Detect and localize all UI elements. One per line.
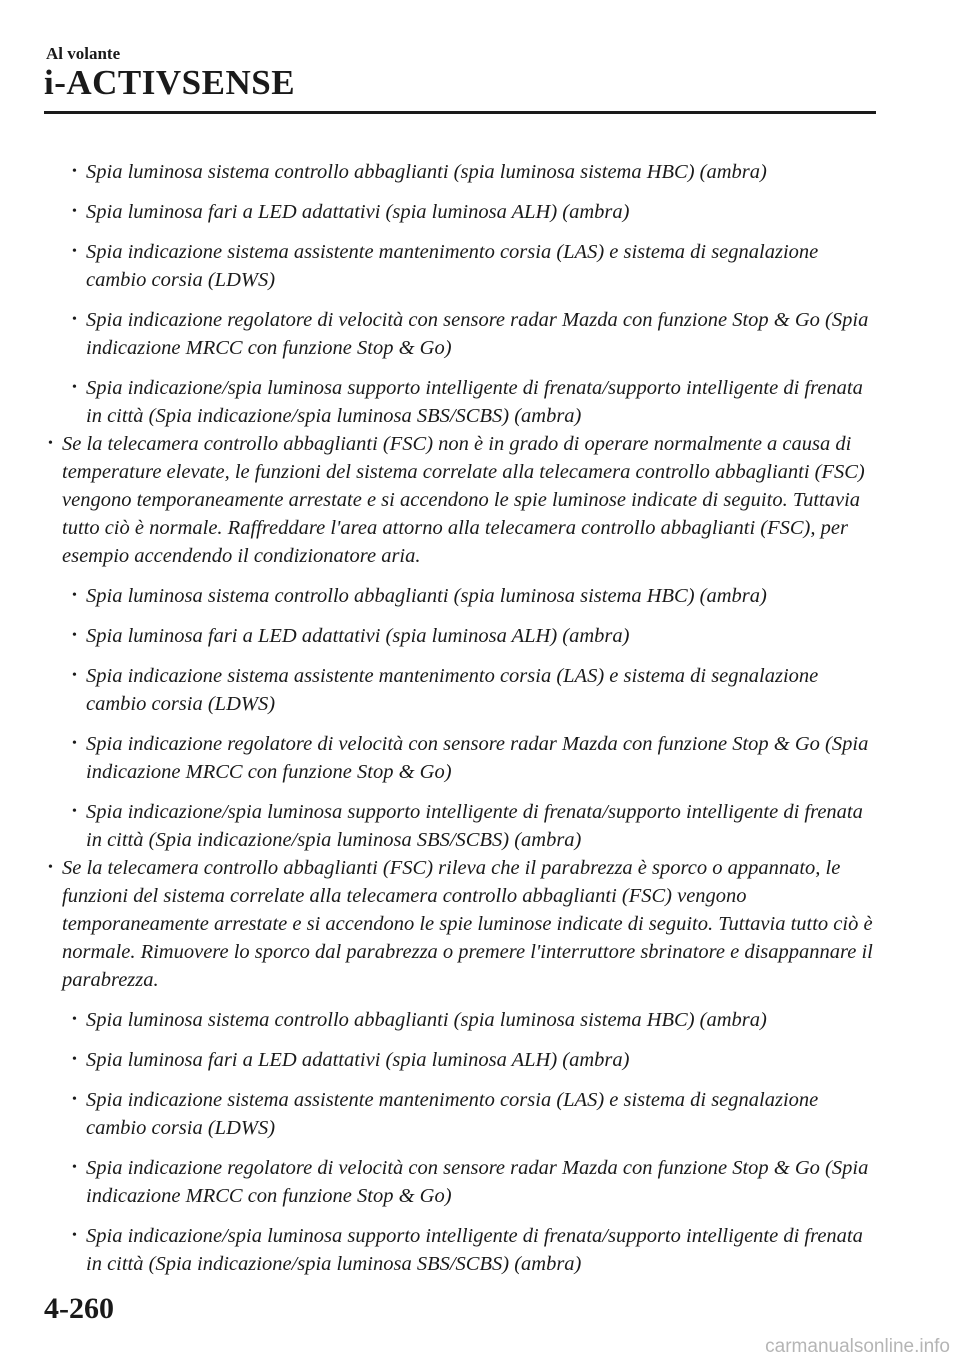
sub-bullet-item: • Spia indicazione sistema assistente mantenimento corsia (LAS) e sistema di segnalazione cambio corsia (LDWS) bbox=[46, 662, 876, 718]
page-number: 4-260 bbox=[44, 1292, 114, 1325]
sub-bullet-item: • Spia indicazione regolatore di velocità con sensore radar Mazda con funzione Stop & Go (Spia indicazione MRCC con funzione Stop & Go) bbox=[46, 730, 876, 786]
sub-bullet-item: • Spia luminosa sistema controllo abbaglianti (spia luminosa sistema HBC) (ambra) bbox=[46, 1006, 876, 1034]
sub-bullet-item: • Spia luminosa fari a LED adattativi (spia luminosa ALH) (ambra) bbox=[46, 1046, 876, 1074]
bullet-paragraph: • Se la telecamera controllo abbaglianti (FSC) non è in grado di operare normalmente a causa di temperature elevate, le funzioni del sistema correlate alla telecamera controllo abbaglianti (FSC) vengono temporaneamente arrestate e si accendono le spie luminose indicate di seguito. Tuttavia tutto ciò è normale. Raffreddare l'area attorno alla telecamera controllo abbaglianti (FSC), per esempio accendendo il condizionatore aria. bbox=[46, 430, 876, 570]
header-divider bbox=[44, 111, 876, 114]
bullet-icon: • bbox=[72, 1092, 77, 1107]
sub-bullet-item: • Spia indicazione sistema assistente mantenimento corsia (LAS) e sistema di segnalazione cambio corsia (LDWS) bbox=[46, 1086, 876, 1142]
section-label: Al volante bbox=[46, 44, 121, 63]
content-body bbox=[46, 158, 876, 1278]
bullet-icon: • bbox=[72, 1160, 77, 1175]
bullet-icon: • bbox=[72, 1012, 77, 1027]
sub-bullet-item: • Spia indicazione/spia luminosa supporto intelligente di frenata/supporto intelligente di frenata in città (Spia indicazione/spia luminosa SBS/SCBS) (ambra) bbox=[46, 374, 876, 430]
bullet-icon: • bbox=[72, 312, 77, 327]
bullet-icon: • bbox=[72, 244, 77, 259]
sub-bullet-item: • Spia luminosa sistema controllo abbaglianti (spia luminosa sistema HBC) (ambra) bbox=[46, 158, 876, 186]
bullet-icon: • bbox=[72, 628, 77, 643]
bullet-icon: • bbox=[72, 588, 77, 603]
bullet-icon: • bbox=[72, 164, 77, 179]
bullet-icon: • bbox=[72, 204, 77, 219]
bullet-icon: • bbox=[72, 668, 77, 683]
sub-bullet-item: • Spia indicazione/spia luminosa supporto intelligente di frenata/supporto intelligente di frenata in città (Spia indicazione/spia luminosa SBS/SCBS) (ambra) bbox=[46, 1222, 876, 1278]
sub-bullet-item: • Spia indicazione/spia luminosa supporto intelligente di frenata/supporto intelligente di frenata in città (Spia indicazione/spia luminosa SBS/SCBS) (ambra) bbox=[46, 798, 876, 854]
bullet-group-1 bbox=[46, 158, 876, 430]
bullet-icon: • bbox=[72, 804, 77, 819]
bullet-paragraph: • Se la telecamera controllo abbaglianti (FSC) rileva che il parabrezza è sporco o appannato, le funzioni del sistema correlate alla telecamera controllo abbaglianti (FSC) vengono temporaneamente arrestate e si accendono le spie luminose indicate di seguito. Tuttavia tutto ciò è normale. Rimuovere lo sporco dal parabrezza o premere l'interruttore sbrinatore e disappannare il parabrezza. bbox=[46, 854, 876, 994]
bullet-group-2 bbox=[46, 430, 876, 854]
bullet-icon: • bbox=[72, 380, 77, 395]
bullet-icon: • bbox=[72, 1228, 77, 1243]
sub-bullet-item: • Spia luminosa fari a LED adattativi (spia luminosa ALH) (ambra) bbox=[46, 198, 876, 226]
sub-bullet-item: • Spia indicazione sistema assistente mantenimento corsia (LAS) e sistema di segnalazione cambio corsia (LDWS) bbox=[46, 238, 876, 294]
bullet-icon: • bbox=[48, 436, 53, 451]
sub-bullet-item: • Spia luminosa fari a LED adattativi (spia luminosa ALH) (ambra) bbox=[46, 622, 876, 650]
bullet-icon: • bbox=[48, 860, 53, 875]
bullet-group-3 bbox=[46, 854, 876, 1278]
page-title: i-ACTIVSENSE bbox=[44, 63, 296, 102]
bullet-icon: • bbox=[72, 1052, 77, 1067]
sub-bullet-item: • Spia indicazione regolatore di velocità con sensore radar Mazda con funzione Stop & Go (Spia indicazione MRCC con funzione Stop & Go) bbox=[46, 1154, 876, 1210]
sub-bullet-item: • Spia luminosa sistema controllo abbaglianti (spia luminosa sistema HBC) (ambra) bbox=[46, 582, 876, 610]
sub-bullet-item: • Spia indicazione regolatore di velocità con sensore radar Mazda con funzione Stop & Go (Spia indicazione MRCC con funzione Stop & Go) bbox=[46, 306, 876, 362]
watermark: carmanualsonline.info bbox=[765, 1336, 950, 1357]
bullet-icon: • bbox=[72, 736, 77, 751]
